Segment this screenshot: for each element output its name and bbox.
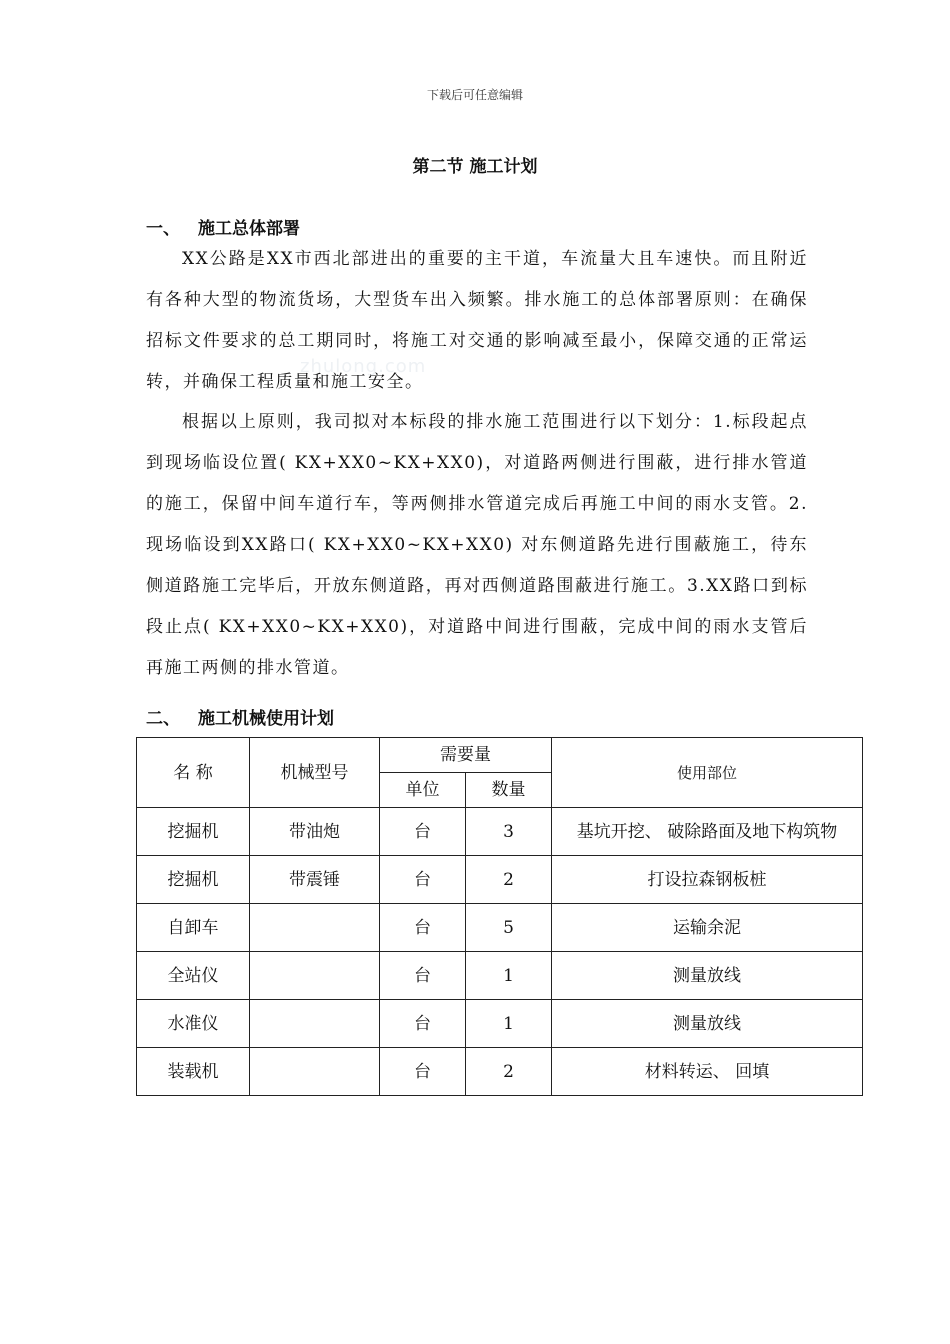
header-name: 名 称 — [137, 738, 250, 808]
heading-number: 一、 — [146, 219, 180, 239]
table-row — [137, 1000, 863, 1048]
cell-model — [250, 1048, 380, 1096]
table-row — [137, 808, 863, 856]
cell-model — [250, 1000, 380, 1048]
heading-text: 施工机械使用计划 — [198, 709, 334, 729]
header-qty: 数量 — [466, 773, 552, 808]
cell-qty: 3 — [466, 808, 552, 856]
cell-name: 全站仪 — [137, 952, 250, 1000]
table-row — [137, 856, 863, 904]
heading-text: 施工总体部署 — [198, 219, 300, 239]
cell-model: 带震锤 — [250, 856, 380, 904]
cell-qty: 2 — [466, 856, 552, 904]
cell-usage: 测量放线 — [552, 952, 863, 1000]
section-title: 第二节 施工计划 — [412, 157, 538, 177]
cell-usage: 运输余泥 — [552, 904, 863, 952]
watermark: zhulong.com — [300, 356, 427, 377]
cell-qty: 5 — [466, 904, 552, 952]
table-row — [137, 1048, 863, 1096]
header-demand: 需要量 — [380, 738, 552, 773]
cell-usage: 材料转运、 回填 — [552, 1048, 863, 1096]
cell-unit: 台 — [380, 904, 466, 952]
table-header-row — [137, 738, 863, 773]
cell-name: 挖掘机 — [137, 856, 250, 904]
header-note: 下载后可任意编辑 — [426, 88, 523, 102]
table-row — [137, 952, 863, 1000]
cell-model — [250, 904, 380, 952]
cell-unit: 台 — [380, 808, 466, 856]
cell-usage: 测量放线 — [552, 1000, 863, 1048]
cell-qty: 1 — [466, 1000, 552, 1048]
cell-model — [250, 952, 380, 1000]
cell-qty: 2 — [466, 1048, 552, 1096]
header-usage: 使用部位 — [552, 738, 863, 808]
machinery-table — [136, 737, 863, 1096]
heading-number: 二、 — [146, 709, 180, 729]
header-model: 机械型号 — [250, 738, 380, 808]
cell-qty: 1 — [466, 952, 552, 1000]
cell-usage: 基坑开挖、 破除路面及地下构筑物 — [552, 808, 863, 856]
table-row — [137, 904, 863, 952]
cell-name: 水准仪 — [137, 1000, 250, 1048]
cell-model: 带油炮 — [250, 808, 380, 856]
heading-machinery-plan — [146, 704, 334, 729]
heading-overall-deployment — [146, 214, 300, 239]
cell-unit: 台 — [380, 1048, 466, 1096]
cell-name: 挖掘机 — [137, 808, 250, 856]
cell-name: 装载机 — [137, 1048, 250, 1096]
cell-name: 自卸车 — [137, 904, 250, 952]
cell-unit: 台 — [380, 856, 466, 904]
paragraph-deployment-principle: XX公路是XX市西北部进出的重要的主干道，车流量大且车速快。而且附近有各种大型的物流货场，大型货车出入频繁。排水施工的总体部署原则：在确保招标文件要求的总工期同时，将施工对交通的影响减至最小，保障交通的正常运转，并确保工程质量和施工安全。 — [146, 249, 808, 392]
cell-unit: 台 — [380, 1000, 466, 1048]
paragraph-section-division: 根据以上原则，我司拟对本标段的排水施工范围进行以下划分：1.标段起点到现场临设位置( KX+XX0~KX+XX0)，对道路两侧进行围蔽，进行排水管道的施工，保留中间车道行车，等两侧排水管道完成后再施工中间的雨水支管。2.现场临设到XX路口( KX+XX0~KX+XX0) 对东侧道路先进行围蔽施工，待东侧道路施工完毕后，开放东侧道路，再对西侧道路围蔽进行施工。3.XX路口到标段止点( KX+XX0~KX+XX0)，对道路中间进行围蔽，完成中间的雨水支管后再施工两侧的排水管道。 — [146, 412, 808, 678]
cell-usage: 打设拉森钢板桩 — [552, 856, 863, 904]
header-unit: 单位 — [380, 773, 466, 808]
cell-unit: 台 — [380, 952, 466, 1000]
